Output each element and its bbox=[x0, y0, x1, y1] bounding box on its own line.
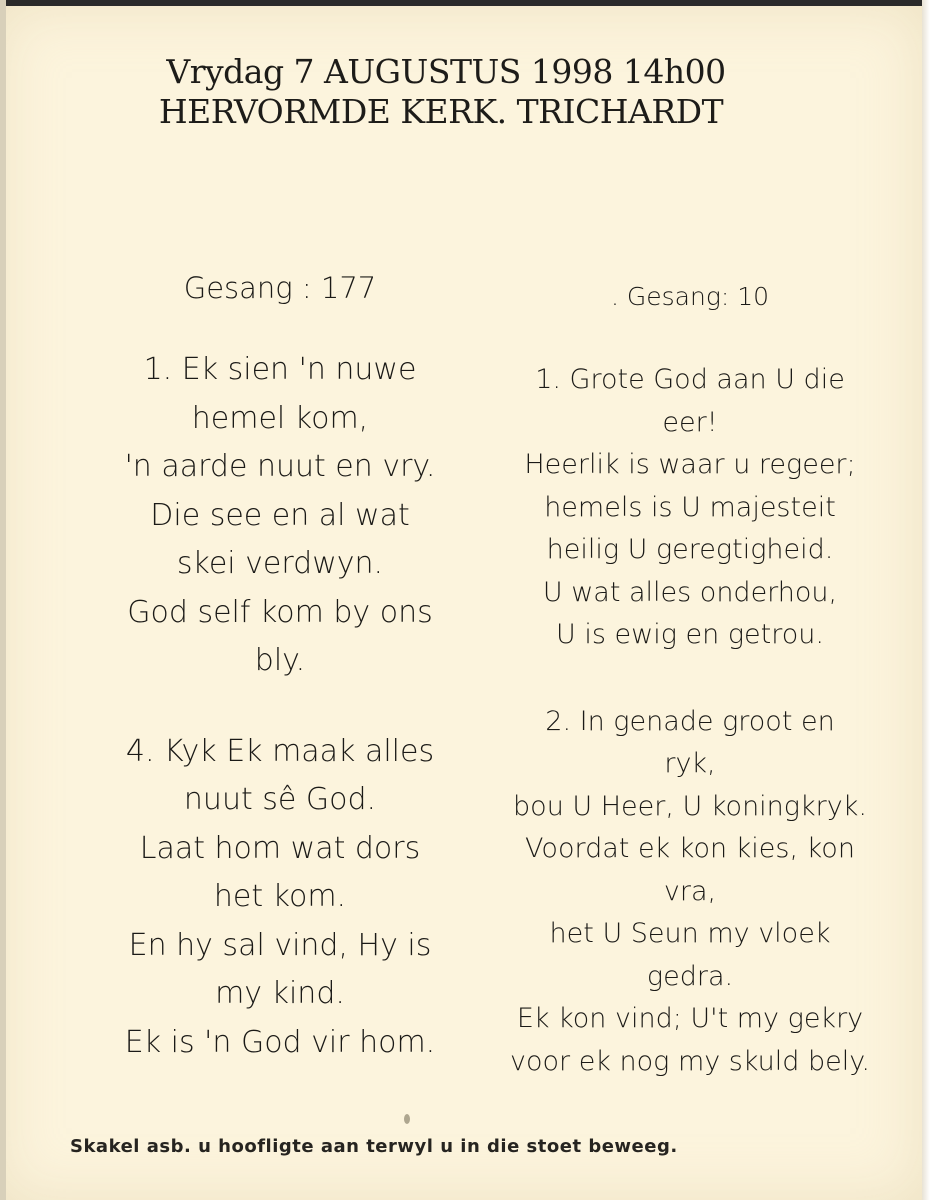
stanza-line: Die see en al wat bbox=[150, 497, 410, 533]
stanza-line: 4. Kyk Ek maak alles bbox=[125, 733, 435, 769]
procession-notice: Skakel asb. u hoofligte aan terwyl u in die stoet beweeg. bbox=[70, 1136, 678, 1157]
hymn-title: Gesang : 177 bbox=[183, 271, 377, 305]
hymn-stanza bbox=[60, 346, 500, 686]
stanza-line: Voordat ek kon kies, kon bbox=[525, 833, 855, 864]
stanza-line: voor ek nog my skuld bely. bbox=[510, 1045, 870, 1077]
hymn-10-column bbox=[470, 277, 910, 1127]
stanza-line: het kom. bbox=[213, 879, 347, 914]
hymn-177-column bbox=[60, 268, 500, 1109]
hymn-title: . Gesang: 10 bbox=[610, 282, 770, 311]
stanza-line: ryk, bbox=[664, 748, 716, 779]
stanza-line: nuut sê God. bbox=[183, 782, 377, 817]
scan-right-edge bbox=[922, 0, 930, 1200]
stanza-line: 1. Grote God aan U die bbox=[535, 364, 845, 395]
hymn-stanza bbox=[470, 701, 910, 1084]
stanza-line: En hy sal vind, Hy is bbox=[128, 927, 432, 963]
stanza-line: heilig U geregtigheid. bbox=[546, 534, 834, 565]
stanza-line: 'n aarde nuut en vry. bbox=[124, 449, 436, 484]
stanza-line: skei verdwyn. bbox=[176, 546, 384, 581]
stanza-line: U wat alles onderhou, bbox=[542, 576, 838, 608]
stanza-line: Ek is 'n God vir hom. bbox=[124, 1024, 436, 1060]
hymn-stanza bbox=[470, 359, 910, 657]
service-date-time: Vrydag 7 AUGUSTUS 1998 14h00 bbox=[166, 52, 726, 91]
stanza-line: Heerlik is waar u regeer; bbox=[524, 449, 856, 480]
stanza-line: bly. bbox=[254, 643, 306, 678]
stanza-line: God self kom by ons bbox=[127, 594, 433, 630]
hymn-stanza bbox=[60, 728, 500, 1068]
service-header bbox=[0, 52, 922, 132]
scan-left-edge bbox=[0, 0, 6, 1200]
stanza-line: my kind. bbox=[215, 976, 345, 1011]
stanza-line: het U Seun my vloek bbox=[549, 918, 831, 949]
ink-speck bbox=[404, 1114, 410, 1124]
stanza-line: vra, bbox=[663, 875, 717, 907]
stanza-line: hemels is U majesteit bbox=[544, 491, 836, 523]
stanza-line: eer! bbox=[662, 406, 718, 438]
stanza-line: bou U Heer, U koningkryk. bbox=[513, 790, 867, 822]
stanza-line: Ek kon vind; U't my gekry bbox=[516, 1003, 864, 1034]
stanza-line: U is ewig en getrou. bbox=[556, 619, 824, 650]
service-venue: HERVORMDE KERK. TRICHARDT bbox=[158, 92, 724, 131]
stanza-line: 1. Ek sien 'n nuwe bbox=[143, 352, 417, 387]
stanza-line: Laat hom wat dors bbox=[139, 830, 421, 866]
stanza-line: gedra. bbox=[646, 960, 734, 992]
stanza-line: 2. In genade groot en bbox=[545, 705, 835, 737]
scan-top-edge bbox=[0, 0, 930, 6]
stanza-line: hemel kom, bbox=[191, 400, 369, 436]
